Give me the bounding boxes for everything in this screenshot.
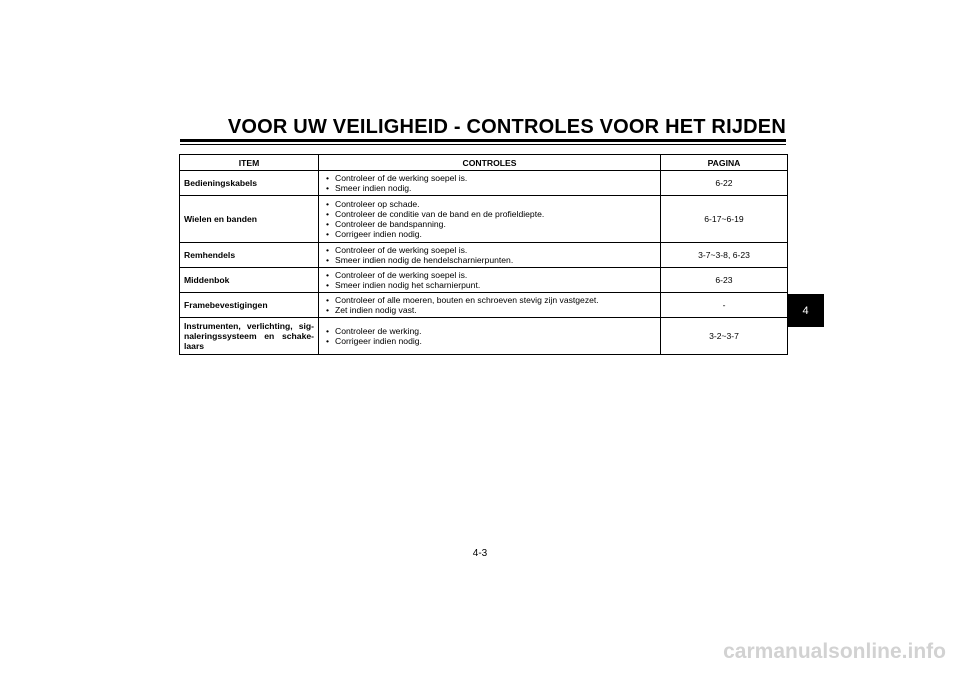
- check-item: • Controleer de werking.: [325, 326, 654, 336]
- check-item: • Controleer de bandspanning.: [325, 219, 654, 229]
- column-header-controles: CONTROLES: [319, 155, 661, 171]
- item-cell: Instrumenten, verlichting, sig-naleringssysteem en schake-laars: [180, 318, 319, 355]
- check-item: • Corrigeer indien nodig.: [325, 229, 654, 239]
- check-item: • Controleer de conditie van de band en de profieldiepte.: [325, 209, 654, 219]
- item-cell: Framebevestigingen: [180, 293, 319, 318]
- table-row: [180, 268, 788, 293]
- page-number: 4-3: [472, 548, 488, 559]
- table-row: [180, 293, 788, 318]
- check-item: • Zet indien nodig vast.: [325, 305, 654, 315]
- checks-cell: [319, 293, 661, 318]
- item-cell: Middenbok: [180, 268, 319, 293]
- checks-cell: [319, 243, 661, 268]
- check-item: • Controleer of de werking soepel is.: [325, 173, 654, 183]
- page-cell: 3-7~3-8, 6-23: [661, 243, 788, 268]
- item-cell: Remhendels: [180, 243, 319, 268]
- checks-cell: [319, 196, 661, 243]
- check-item: • Smeer indien nodig het scharnierpunt.: [325, 280, 654, 290]
- item-cell: Bedieningskabels: [180, 171, 319, 196]
- check-item: • Controleer of de werking soepel is.: [325, 270, 654, 280]
- title-rule-thin: [180, 144, 786, 145]
- table-header-row: [180, 155, 788, 171]
- pre-ride-check-table: [179, 154, 788, 355]
- page-cell: 6-17~6-19: [661, 196, 788, 243]
- check-item: • Smeer indien nodig de hendelscharnierpunten.: [325, 255, 654, 265]
- watermark: carmanualsonline.info: [723, 640, 946, 663]
- page-cell: -: [661, 293, 788, 318]
- page-title: VOOR UW VEILIGHEID - CONTROLES VOOR HET RIJDEN: [227, 116, 786, 138]
- column-header-item: ITEM: [180, 155, 319, 171]
- check-item: • Smeer indien nodig.: [325, 183, 654, 193]
- item-cell: Wielen en banden: [180, 196, 319, 243]
- table-row: [180, 171, 788, 196]
- check-item: • Controleer op schade.: [325, 199, 654, 209]
- page-cell: 6-23: [661, 268, 788, 293]
- check-item: • Corrigeer indien nodig.: [325, 336, 654, 346]
- column-header-pagina: PAGINA: [661, 155, 788, 171]
- checks-cell: [319, 318, 661, 355]
- title-rule-thick: [180, 139, 786, 142]
- page-cell: 6-22: [661, 171, 788, 196]
- table-row: [180, 196, 788, 243]
- checks-cell: [319, 171, 661, 196]
- check-item: • Controleer of alle moeren, bouten en schroeven stevig zijn vastgezet.: [325, 295, 654, 305]
- page-cell: 3-2~3-7: [661, 318, 788, 355]
- check-item: • Controleer of de werking soepel is.: [325, 245, 654, 255]
- table-row: [180, 243, 788, 268]
- chapter-tab: 4: [787, 294, 824, 327]
- table-row: [180, 318, 788, 355]
- checks-cell: [319, 268, 661, 293]
